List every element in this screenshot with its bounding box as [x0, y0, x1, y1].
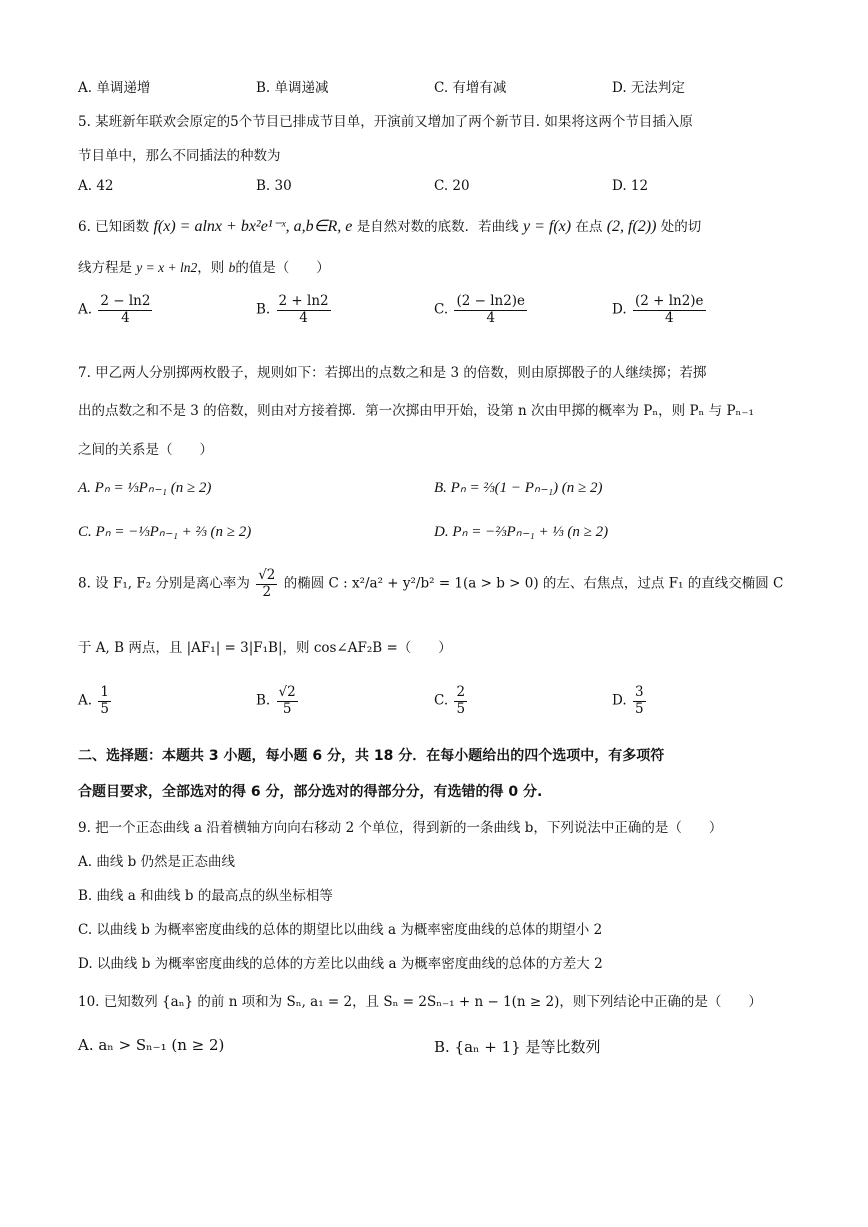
q8-option-a: A. $\frac{1}{5}$ [78, 684, 109, 717]
q7-option-b: B. Pₙ = ⅔(1 − Pₙ₋₁) (n ≥ 2) [434, 480, 603, 496]
q5-option-b: B. 30 [256, 178, 292, 194]
q4-option-b: B. 单调递减 [256, 80, 329, 96]
q8-option-c: C. $\frac{2}{5}$ [434, 684, 466, 717]
q4-option-d: D. 无法判定 [612, 80, 685, 96]
q6-option-c: C. $\frac{(2 - \ln 2)e}{4}$ [434, 293, 526, 326]
section2-heading-line2: 合题目要求，全部选对的得 6 分，部分选对的得部分分，有选错的得 0 分. [78, 784, 543, 800]
q8-option-d: D. $\frac{3}{5}$ [612, 684, 644, 717]
q6-option-b: B. $\frac{2 + \ln 2}{4}$ [256, 293, 329, 326]
q7-option-d: D. Pₙ = −⅔Pₙ₋₁ + ⅓ (n ≥ 2) [434, 524, 609, 540]
q6-option-a: A. $\frac{2 - \ln 2}{4}$ [78, 293, 151, 326]
q9-option-d: D. 以曲线 b 为概率密度曲线的总体的方差比以曲线 a 为概率密度曲线的总体的方差大 2 [78, 956, 603, 972]
q5-option-c: C. 20 [434, 178, 470, 194]
q7-stem-line1: 7. 甲乙两人分别掷两枚骰子，规则如下：若掷出的点数之和是 3 的倍数，则由原掷骰子的人继续掷；若掷 [78, 365, 707, 381]
q5-stem-line2: 节目单中，那么不同插法的种数为 [78, 148, 281, 164]
q5-stem-line1: 5. 某班新年联欢会原定的5个节目已排成节目单，开演前又增加了两个新节目. 如果将这两个节目插入原 [78, 114, 693, 130]
q7-stem-line3: 之间的关系是（ ） [78, 442, 213, 458]
q7-option-c: C. Pₙ = −⅓Pₙ₋₁ + ⅔ (n ≥ 2) [78, 524, 252, 540]
q8-stem-line1: 8. 设 F₁, F₂ 分别是离心率为 $\frac{√2}{2}$ 的椭圆 C : x²/a² + y²/b² = 1(a > b > 0) 的左、右焦点，过点 F₁ 的直线交椭圆 C [78, 567, 784, 600]
q7-stem-line2: 出的点数之和不是 3 的倍数，则由对方接着掷．第一次掷由甲开始，设第 n 次由甲掷的概率为 Pₙ，则 Pₙ 与 Pₙ₋₁ [78, 403, 754, 419]
q4-option-c: C. 有增有减 [434, 80, 507, 96]
q5-option-a: A. 42 [78, 178, 114, 194]
q9-option-c: C. 以曲线 b 为概率密度曲线的总体的期望比以曲线 a 为概率密度曲线的总体的期望小 2 [78, 922, 603, 938]
section2-heading-line1: 二、选择题：本题共 3 小题，每小题 6 分，共 18 分．在每小题给出的四个选项中，有多项符 [78, 748, 665, 764]
q6-stem-line1: 6. 已知函数 f(x) = alnx + bx²e¹⁻ˣ, a,b∈R, e 是自然对数的底数．若曲线 y = f(x) 在点 (2, f(2)) 处的切 [78, 218, 702, 235]
q8-option-b: B. $\frac{√2}{5}$ [256, 684, 296, 717]
q10-stem: 10. 已知数列 {aₙ} 的前 n 项和为 Sₙ, a₁ = 2，且 Sₙ = 2Sₙ₋₁ + n − 1(n ≥ 2)，则下列结论中正确的是（ ） [78, 994, 762, 1010]
q7-option-a: A. Pₙ = ⅓Pₙ₋₁ (n ≥ 2) [78, 480, 212, 496]
q6-stem-line2: 线方程是 y = x + ln2，则 b的值是（ ） [78, 260, 330, 276]
q9-option-a: A. 曲线 b 仍然是正态曲线 [78, 854, 236, 870]
q10-option-a: A. aₙ > Sₙ₋₁ (n ≥ 2) [78, 1036, 225, 1054]
q8-stem-line2: 于 A, B 两点，且 |AF₁| = 3|F₁B|，则 cos∠AF₂B =（ ） [78, 640, 452, 656]
q5-option-d: D. 12 [612, 178, 649, 194]
q4-option-a: A. 单调递增 [78, 80, 151, 96]
q9-stem: 9. 把一个正态曲线 a 沿着横轴方向向右移动 2 个单位，得到新的一条曲线 b，下列说法中正确的是（ ） [78, 820, 723, 836]
q6-option-d: D. $\frac{(2 + \ln 2)e}{4}$ [612, 293, 704, 326]
q10-option-b: B. {aₙ + 1} 是等比数列 [434, 1038, 601, 1056]
q9-option-b: B. 曲线 a 和曲线 b 的最高点的纵坐标相等 [78, 888, 333, 904]
